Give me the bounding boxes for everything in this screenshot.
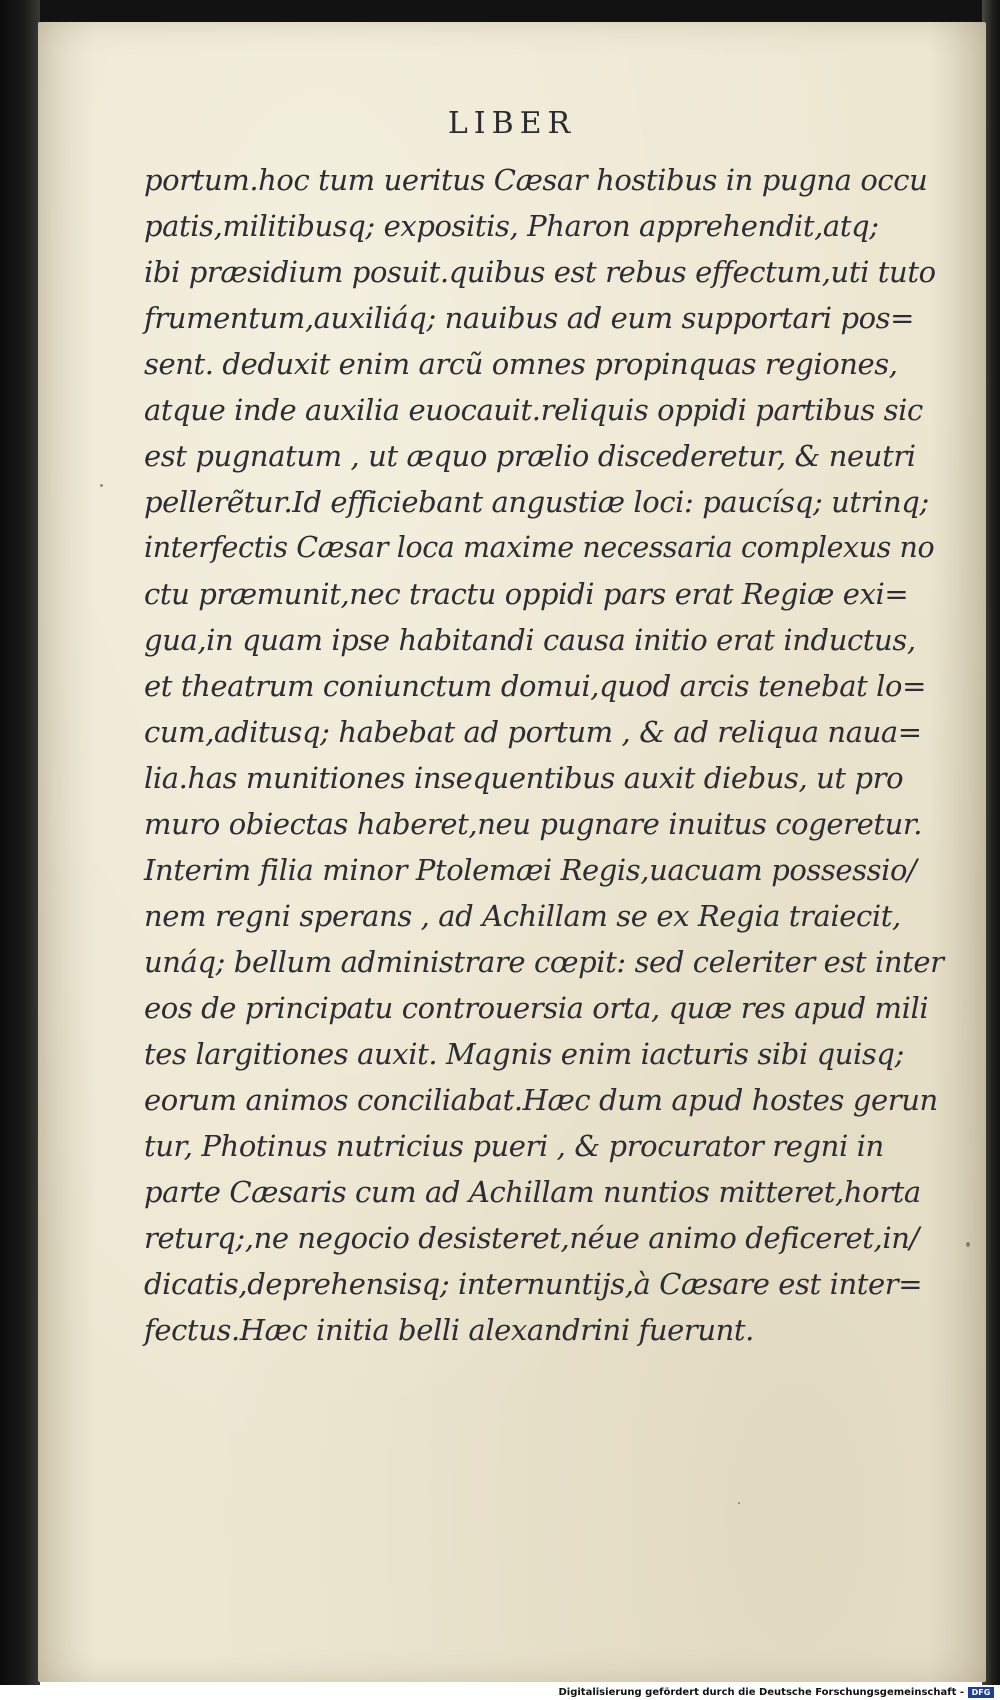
digitization-credit: Digitalisierung gefördert durch die Deutsche Forschungsgemeinschaft - [558, 1687, 964, 1698]
text-line: nem regni sperans , ad Achillam se ex Regia traiecit, [144, 899, 901, 933]
text-line: et theatrum coniunctum domui,quod arcis tenebat lo= [144, 669, 926, 703]
book-page [38, 22, 986, 1682]
text-line: gua,in quam ipse habitandi causa initio erat inductus, [144, 623, 916, 657]
text-line: lia.has munitiones insequentibus auxit diebus, ut pro [144, 761, 904, 795]
text-line: ibi præsidium posuit.quibus est rebus effectum,uti tuto [144, 255, 936, 289]
text-line: pellerẽtur.Id efficiebant angustiæ loci: paucísq; utrinq; [144, 485, 929, 519]
paper-speck [738, 1502, 740, 1504]
text-line: dicatis,deprehensisq; internuntijs,à Cæsare est inter= [144, 1267, 923, 1301]
paper-speck [100, 484, 103, 487]
text-line: sent. deduxit enim arcũ omnes propinquas regiones, [144, 347, 898, 381]
text-line: Interim filia minor Ptolemæi Regis,uacuam possessio/ [144, 853, 917, 887]
running-header: LIBER [447, 106, 577, 141]
paper-speck [966, 1242, 970, 1247]
book-spine-shadow [0, 0, 40, 1685]
dfg-logo: DFG [968, 1687, 994, 1698]
text-line: portum.hoc tum ueritus Cæsar hostibus in pugna occu [144, 163, 928, 197]
text-line: eorum animos conciliabat.Hæc dum apud hostes gerun [144, 1083, 938, 1117]
text-line: tur, Photinus nutricius pueri , & procurator regni in [144, 1129, 884, 1163]
text-line: returq;,ne negocio desisteret,néue animo deficeret,in/ [144, 1221, 919, 1255]
text-line: patis,militibusq; expositis, Pharon apprehendit,atq; [144, 209, 879, 243]
text-line: est pugnatum , ut æquo prælio discederetur, & neutri [144, 439, 916, 473]
text-line: muro obiectas haberet,neu pugnare inuitus cogeretur. [144, 807, 923, 841]
text-line: cum,aditusq; habebat ad portum , & ad reliqua naua= [144, 715, 922, 749]
text-line: tes largitiones auxit. Magnis enim iacturis sibi quisq; [144, 1037, 904, 1071]
scan-top-edge [0, 0, 1000, 24]
text-line: unáq; bellum administrare cœpit: sed celeriter est inter [144, 945, 944, 979]
text-line: atque inde auxilia euocauit.reliquis oppidi partibus sic [144, 393, 923, 427]
body-text [144, 157, 944, 1353]
text-line: eos de principatu controuersia orta, quæ res apud mili [144, 991, 929, 1025]
text-line: ctu præmunit,nec tractu oppidi pars erat Regiæ exi= [144, 577, 909, 611]
text-line: interfectis Cæsar loca maxime necessaria complexus no [144, 531, 935, 564]
text-line: fectus.Hæc initia belli alexandrini fuerunt. [144, 1313, 754, 1347]
text-line: frumentum,auxiliáq; nauibus ad eum supportari pos= [144, 301, 915, 335]
text-line: parte Cæsaris cum ad Achillam nuntios mitteret,horta [144, 1175, 921, 1209]
